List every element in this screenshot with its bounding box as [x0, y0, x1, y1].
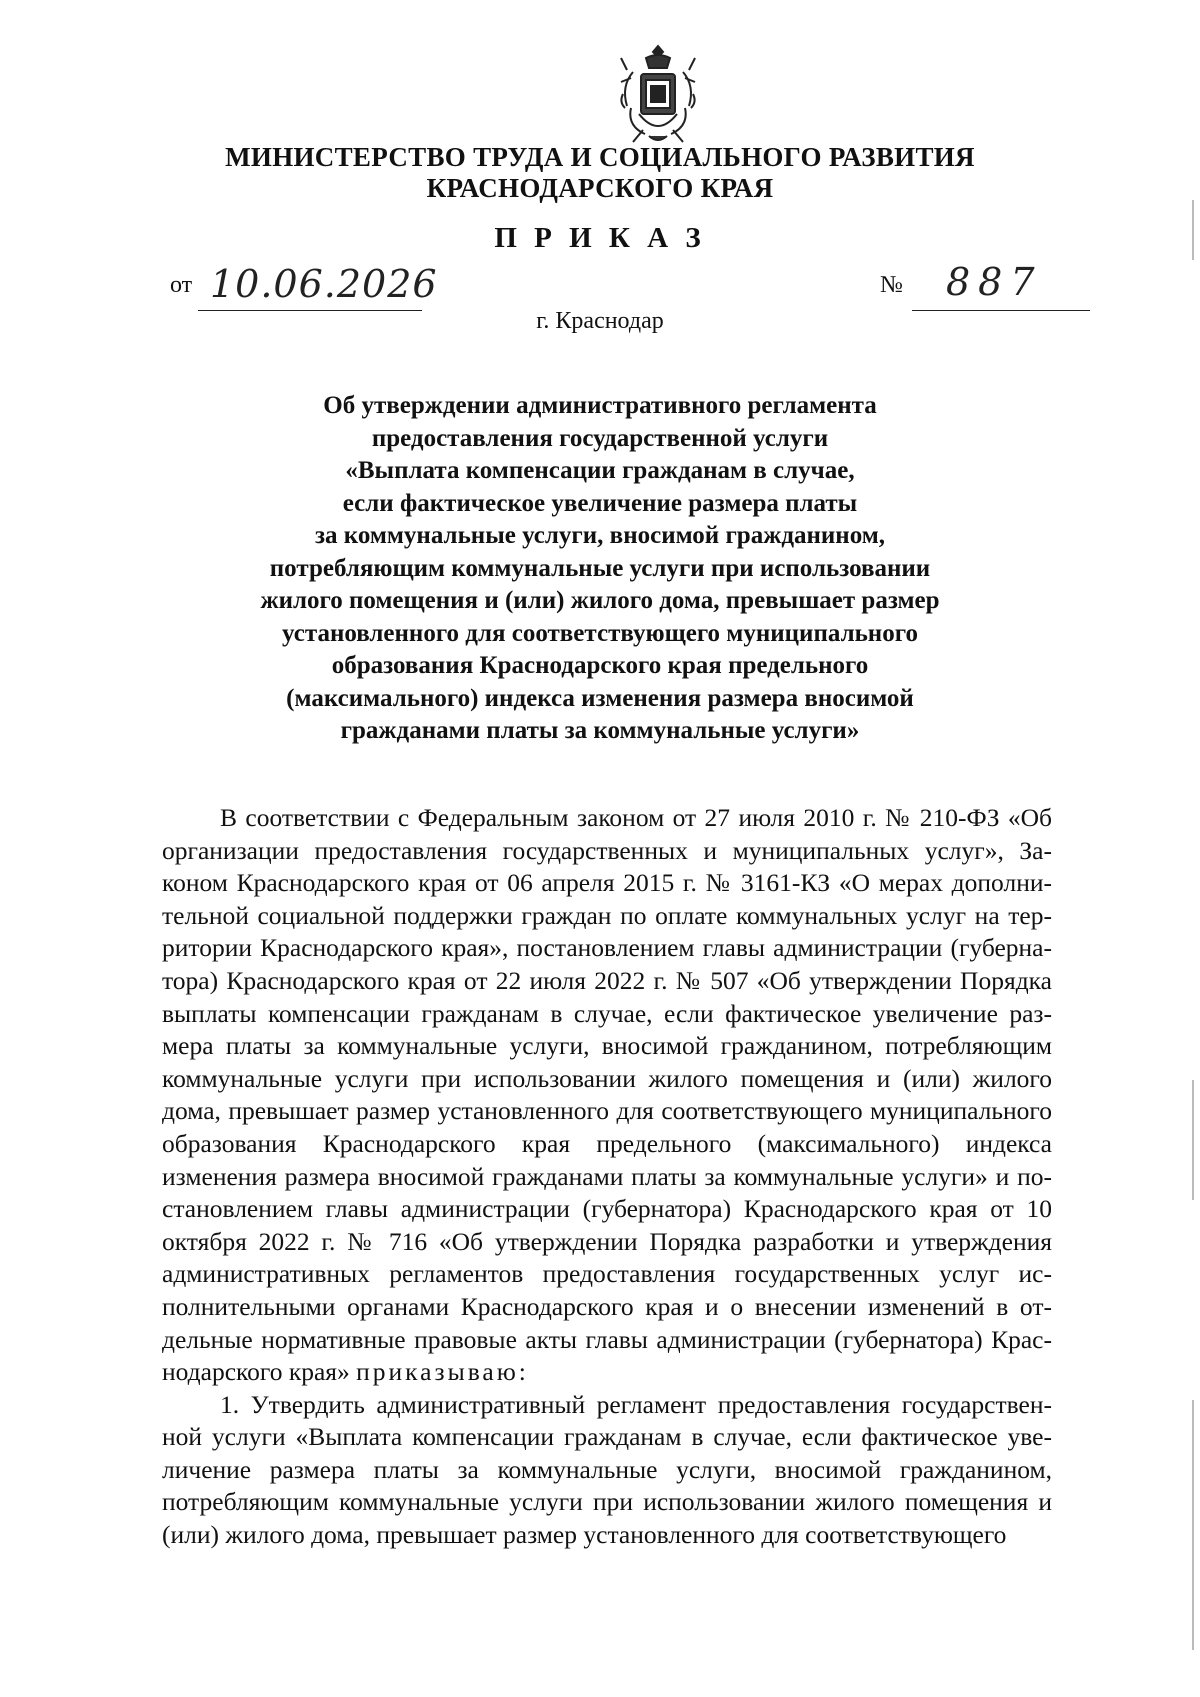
- order-title: П Р И К А З: [494, 222, 706, 254]
- subject-line: (максимального) индекса изменения размера вносимой: [286, 684, 914, 712]
- ministry-line-1: МИНИСТЕРСТВО ТРУДА И СОЦИАЛЬНОГО РАЗВИТИЯ: [225, 142, 975, 172]
- subject-line: Об утверждении административного регламента: [323, 392, 877, 419]
- city: г. Краснодар: [536, 308, 664, 334]
- ministry-name: [150, 142, 1050, 204]
- subject-line: «Выплата компенсации гражданам в случае,: [345, 457, 855, 484]
- scan-margin-mark: [1192, 200, 1194, 260]
- subject-line: образования Краснодарского края предельного: [331, 652, 869, 679]
- ministry-line-2: КРАСНОДАРСКОГО КРАЯ: [426, 173, 774, 203]
- item-1-paragraph: 1. Утвердить административный регламент предоставления государственной услуги «Выплата компенсации гражданам в случае, если фактическое увеличение размера платы за коммунальные услуги, вносимой гражданином, потребляющим коммунальные услуги при использовании жилого помещения и (или) жилого дома, превышает размер установленного для соответствующего: [162, 1389, 1052, 1550]
- preamble-paragraph: [162, 802, 1052, 1389]
- subject-line: установленного для соответствующего муниципального: [282, 619, 918, 647]
- scan-margin-mark: [1192, 1400, 1194, 1650]
- number-handwritten: 887: [946, 260, 1043, 304]
- order-word: приказываю:: [356, 1357, 529, 1387]
- subject-line: предоставления государственной услуги: [371, 424, 829, 452]
- date-prefix: от: [170, 272, 193, 298]
- subject-line: если фактическое увеличение размера платы: [342, 489, 858, 517]
- subject-line: за коммунальные услуги, вносимой гражданином,: [314, 522, 885, 549]
- number-prefix: №: [880, 272, 903, 298]
- body-text: [162, 802, 1052, 1552]
- subject-line: жилого помещения и (или) жилого дома, превышает размер: [260, 587, 940, 614]
- coat-of-arms-emblem: [613, 42, 703, 150]
- subject-line: гражданами платы за коммунальные услуги»: [340, 717, 860, 744]
- subject-line: потребляющим коммунальные услуги при использовании: [269, 554, 931, 582]
- scan-margin-mark: [1192, 1080, 1194, 1200]
- order-subject: [180, 390, 1020, 748]
- preamble-text: В соответствии с Федеральным законом от 27 июля 2010 г. № 210-ФЗ «Об организации предоставления государственных и муниципальных услуг», Законом Краснодарского края от 06 апреля 2015 г. № 3161-КЗ «О мерах дополнительной социальной поддержки граждан по оплате коммунальных услуг на территории Краснодарского края», постановлением главы администрации (губернатора) Краснодарского края от 22 июля 2022 г. № 507 «Об утверждении Порядка выплаты компенсации гражданам в случае, если фактическое увеличение размера платы за коммунальные услуги, вносимой гражданином, потребляющим коммунальные услуги при использовании жилого помещения и (или) жилого дома, превышает размер установленного для соответствующего муниципального образования Краснодарского края предельного (максимального) индекса изменения размера вносимой гражданами платы за коммунальные услуги» и постановлением главы администрации (губернатора) Краснодарского края от 10 октября 2022 г. № 716 «Об утверждении Порядка разработки и утверждения административных регламентов предоставления государственных услуг исполнительными органами Краснодарского края и о внесении изменений в отдельные нормативные правовые акты главы администрации (губернатора) Краснодарского края»: [162, 803, 1052, 1387]
- date-handwritten: 10.06.2026: [210, 262, 438, 306]
